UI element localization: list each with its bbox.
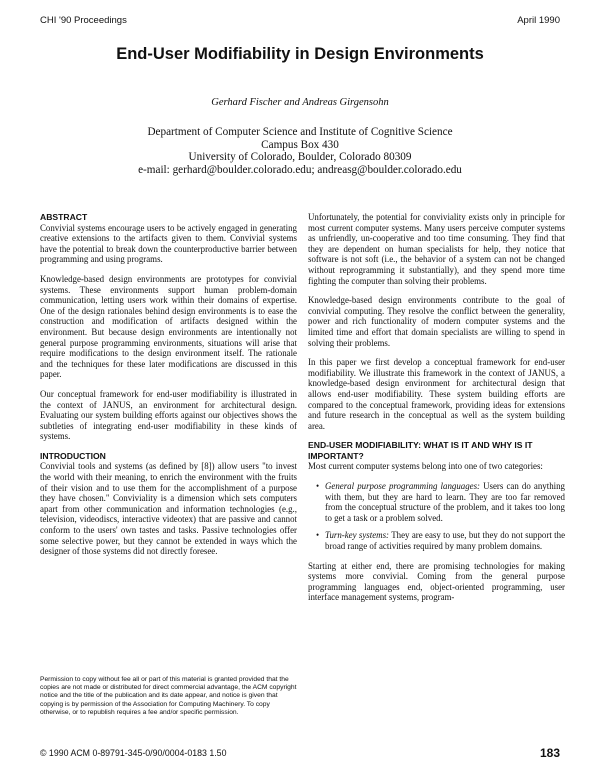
body-paragraph-3: In this paper we first develop a conceptual framework for end-user modifiability. We illustrate this framework in the context of JANUS, a knowledge-based design environment for architectural design that allows end-user modifiability. These system building efforts are compared to the conceptual framework, providing ideas for extensions and future research in the conceptual as well as the system building area. bbox=[308, 357, 565, 431]
abstract-paragraph-2: Knowledge-based design environments are prototypes for convivial systems. These environments support human problem-domain communication, letting users work within their domains of expertise. One of the design rationales behind design environments is to ease the construction and modification of artifacts designed within the environment. But because design environments are intentionally not general purpose programming environments, situations will arise that require modifications to the design environment itself. The rationale and the techniques for these later modifications are discussed in this paper. bbox=[40, 273, 297, 380]
abstract-paragraph-1: Convivial systems encourage users to be actively engaged in generating creative extensions to the artifacts given to them. Convivial systems have the potential to break down the counterproductive barrier between programming and using programs. bbox=[40, 222, 297, 265]
abstract-paragraph-3: Our conceptual framework for end-user modifiability is illustrated in the context of JANUS, an environment for architectural design. Evaluating our system building efforts against our objectives shows the subtleties of integrating end-user modifiability in these kinds of systems. bbox=[40, 388, 297, 442]
affiliation-campus: Campus Box 430 bbox=[261, 138, 339, 151]
section-heading-end-user-modifiability: END-USER MODIFIABILITY: WHAT IS IT AND WHY IS IT IMPORTANT? bbox=[308, 440, 533, 461]
list-item bbox=[325, 530, 565, 551]
running-header-left: CHI '90 Proceedings bbox=[40, 15, 127, 26]
running-header-date: April 1990 bbox=[517, 15, 560, 26]
affiliation-university: University of Colorado, Boulder, Colorado 80309 bbox=[188, 151, 412, 164]
affiliation-email: e-mail: gerhard@boulder.colorado.edu; andreasg@boulder.colorado.edu bbox=[138, 163, 462, 176]
introduction-heading: INTRODUCTION bbox=[40, 450, 106, 461]
introduction-paragraph: Convivial tools and systems (as defined by [8]) allow users "to invest the world with their meaning, to enrich the environment with the fruits of their vision and to use them for the accomplishment of a purpose they have chosen." Conviviality is a dimension which sets computers apart from other communication and information technologies (e.g., television, videodiscs, interactive videotex) that are passive and cannot conform to the users' own tastes and tasks. Passive technologies offer some selective power, but they cannot be extended in ways which the designer of those systems did not directly foresee. bbox=[40, 461, 297, 557]
list-item-term: General purpose programming languages: bbox=[325, 481, 480, 492]
page-number: 183 bbox=[539, 746, 560, 760]
affiliation bbox=[0, 126, 600, 176]
left-column bbox=[40, 212, 297, 566]
right-column bbox=[308, 212, 565, 612]
permission-notice: Permission to copy without fee all or part of this material is granted provided that the copies are not made or distributed for direct commercial advantage, the ACM copyright notice and the title of the publication and its date appear, and notice is given that copying is by permission of the Association for Computing Machinery. To copy otherwise, or to republish requires a fee and/or specific permission. bbox=[40, 676, 297, 716]
copyright-line: © 1990 ACM 0-89791-345-0/90/0004-0183 1.50 bbox=[40, 748, 227, 758]
abstract-heading: ABSTRACT bbox=[40, 212, 88, 222]
authors: Gerhard Fischer and Andreas Girgensohn bbox=[211, 97, 389, 108]
category-list bbox=[308, 481, 565, 552]
paper-title: End-User Modifiability in Design Environments bbox=[116, 45, 484, 63]
list-item-text: Users can do anything with them, but they are hard to learn. They are too far removed from the conceptual structure of the problem, and it takes too long to get a task or a problem solved. bbox=[325, 481, 565, 523]
body-paragraph-2: Knowledge-based design environments contribute to the goal of convivial computing. They resolve the conflict between the generality, power and rich functionality of modern computer systems and the limited time and effort that domain specialists are willing to spend in solving their problems. bbox=[308, 295, 565, 348]
body-paragraph-1: Unfortunately, the potential for conviviality exists only in principle for most current computer systems. Many users perceive computer systems as unfriendly, un-cooperative and too time consuming. They find that they are dependent on human specialists for help, they notice that software is not soft (i.e., the behavior of a system can not be changed without reprogramming it substantially), and they spend more time fighting the computer than solving their problems. bbox=[308, 212, 565, 286]
section-intro: Most current computer systems belong into one of two categories: bbox=[308, 461, 543, 472]
list-item-term: Turn-key systems: bbox=[325, 530, 389, 541]
affiliation-department: Department of Computer Science and Institute of Cognitive Science bbox=[147, 126, 453, 138]
closing-paragraph: Starting at either end, there are promising technologies for making systems more convivial. Coming from the general purpose programming languages end, object-oriented programming, user interface management systems, program- bbox=[308, 560, 565, 603]
list-item bbox=[325, 481, 565, 523]
list-item-text: They are easy to use, but they do not support the broad range of activities required by many problem domains. bbox=[325, 530, 566, 552]
